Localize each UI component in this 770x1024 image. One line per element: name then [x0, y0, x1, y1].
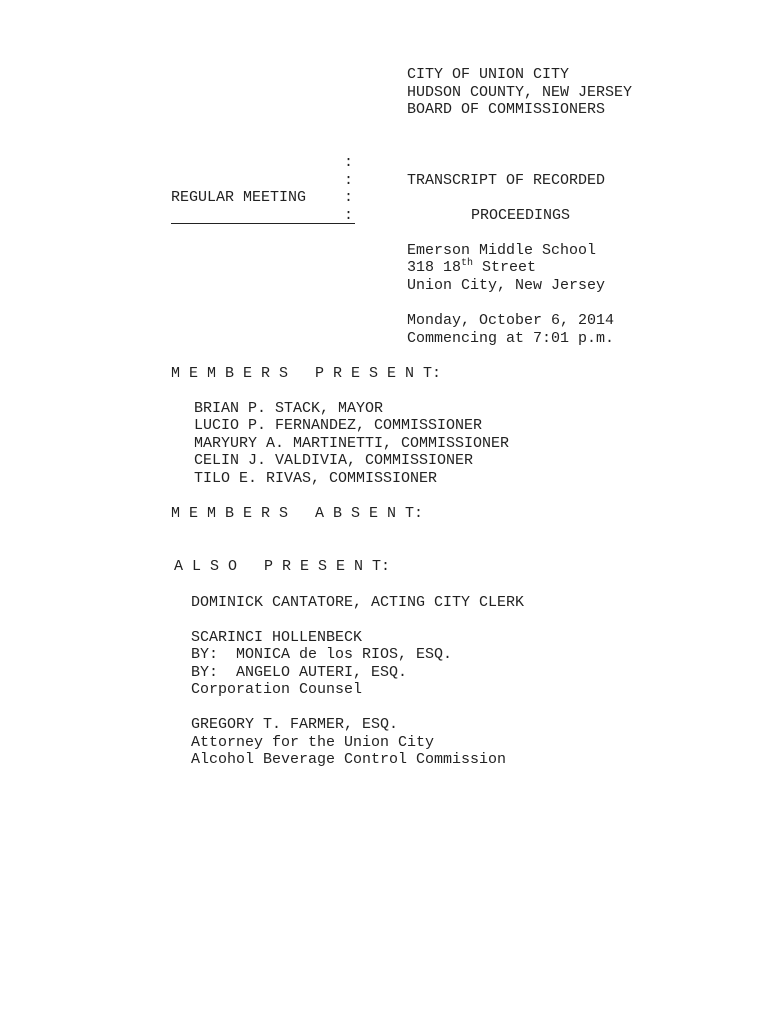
members-absent-heading: M E M B E R S A B S E N T: — [171, 505, 424, 522]
transcript-title: TRANSCRIPT OF RECORDED — [407, 171, 606, 189]
abc-commission: Alcohol Beverage Control Commission — [191, 751, 507, 768]
counsel-attorney: BY: MONICA de los RIOS, ESQ. — [191, 646, 453, 663]
meeting-time: Commencing at 7:01 p.m. — [407, 329, 615, 347]
abc-attorney-role: Attorney for the Union City — [191, 733, 435, 751]
members-present-heading: M E M B E R S P R E S E N T: — [171, 364, 442, 382]
location-school: Emerson Middle School — [407, 241, 597, 259]
counsel-attorney: BY: ANGELO AUTERI, ESQ. — [191, 663, 408, 681]
also-present-heading: A L S O P R E S E N T: — [174, 558, 391, 575]
location-city: Union City, New Jersey — [407, 276, 606, 294]
caption-colon: : — [344, 154, 354, 171]
member-name: BRIAN P. STACK, MAYOR — [194, 399, 384, 417]
caption-underline — [171, 223, 355, 224]
header-board: BOARD OF COMMISSIONERS — [407, 101, 606, 118]
location-street: 318 18th Street — [407, 258, 537, 276]
meeting-type-label: REGULAR MEETING — [171, 189, 307, 206]
member-name: CELIN J. VALDIVIA, COMMISSIONER — [194, 452, 474, 469]
header-city: CITY OF UNION CITY — [407, 66, 570, 83]
counsel-role: Corporation Counsel — [191, 681, 363, 698]
member-name: TILO E. RIVAS, COMMISSIONER — [194, 469, 438, 487]
caption-colon: : — [344, 189, 354, 206]
ordinal-suffix: th — [461, 258, 474, 269]
member-name: MARYURY A. MARTINETTI, COMMISSIONER — [194, 434, 510, 452]
counsel-firm: SCARINCI HOLLENBECK — [191, 628, 363, 646]
caption-colon: : — [344, 171, 354, 189]
caption-colon: : — [344, 206, 354, 224]
meeting-date: Monday, October 6, 2014 — [407, 312, 615, 329]
city-clerk: DOMINICK CANTATORE, ACTING CITY CLERK — [191, 593, 525, 611]
member-name: LUCIO P. FERNANDEZ, COMMISSIONER — [194, 417, 483, 434]
header-county: HUDSON COUNTY, NEW JERSEY — [407, 83, 633, 101]
abc-attorney-name: GREGORY T. FARMER, ESQ. — [191, 716, 399, 733]
transcript-subtitle: PROCEEDINGS — [471, 206, 571, 224]
